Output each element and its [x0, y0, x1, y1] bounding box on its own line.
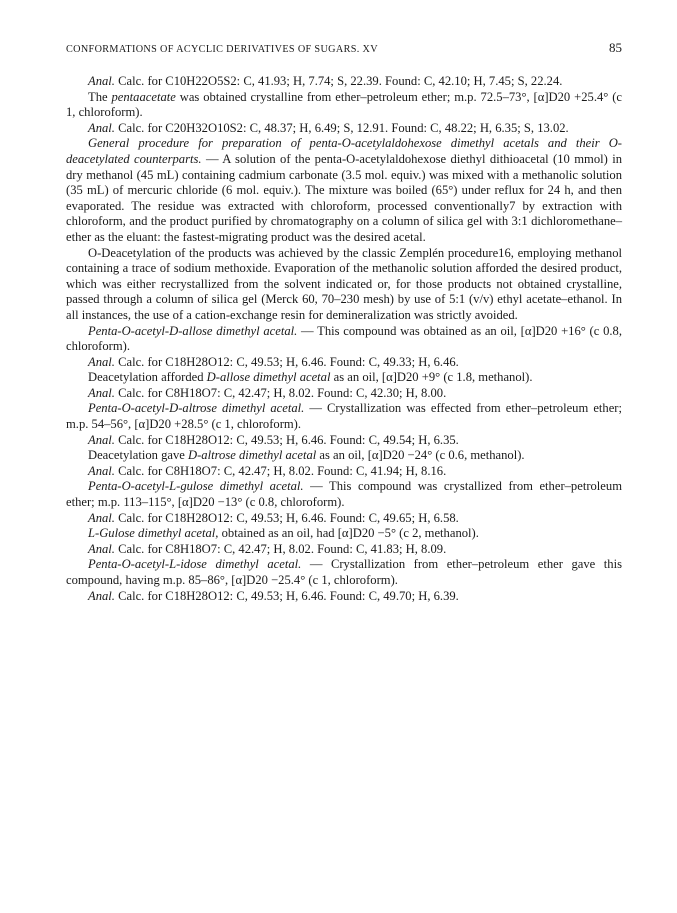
- analysis-paragraph: [66, 589, 622, 605]
- analysis-text: Calc. for C18H28O12: C, 49.53; H, 6.46. Found: C, 49.33; H, 6.46.: [118, 354, 459, 369]
- analysis-paragraph: [66, 355, 622, 371]
- paragraph-text: O-Deacetylation of the products was achieved by the classic Zemplén procedure16, employing methanol containing a trace of sodium methoxide. Evaporation of the methanolic solution afforded the desired product, which was either recrystallized from the solvent indicated or, for those products not obtained crystalline, passed through a column of silica gel (Merck 60, 70–230 mesh) by use of 5:1 (v/v) ethyl acetate–ethanol. In all instances, the use of a cation-exchange resin for demineralization was strictly avoided.: [66, 245, 622, 322]
- analysis-label: Anal.: [88, 74, 115, 88]
- compound-paragraph: [66, 90, 622, 121]
- procedure-paragraph: [66, 136, 622, 245]
- compound-name: pentaacetate: [111, 89, 176, 104]
- section-heading: General procedure for preparation of penta-O-acetylaldohexose dimethyl acetals and their O-deacetylated counterparts.: [66, 136, 622, 166]
- compound-paragraph: [66, 324, 622, 355]
- analysis-paragraph: [66, 464, 622, 480]
- analysis-label: Anal.: [88, 510, 115, 525]
- section-heading: Penta-O-acetyl-L-gulose dimethyl acetal.: [88, 479, 304, 494]
- analysis-paragraph: [66, 433, 622, 449]
- paragraph-text: — This compound was crystallized from ether–petroleum ether; m.p. 113–115°, [α]D20 −13° (c 0.8, chloroform).: [66, 479, 622, 510]
- analysis-label: Anal.: [88, 541, 115, 556]
- paragraph-text: — This compound was obtained as an oil, [α]D20 +16° (c 0.8, chloroform).: [66, 323, 622, 354]
- paragraph-text: — Crystallization was effected from ether–petroleum ether; m.p. 54–56°, [α]D20 +28.5° (c 1, chloroform).: [66, 401, 622, 432]
- compound-name: D-altrose dimethyl acetal: [188, 448, 317, 463]
- analysis-text: Calc. for C8H18O7: C, 42.47; H, 8.02. Found: C, 41.94; H, 8.16.: [118, 463, 447, 478]
- compound-paragraph: [66, 526, 622, 542]
- analysis-paragraph: [66, 542, 622, 558]
- paragraph-intro: Deacetylation gave: [88, 448, 185, 463]
- analysis-label: Anal.: [88, 385, 115, 400]
- analysis-text: Calc. for C18H28O12: C, 49.53; H, 6.46. Found: C, 49.70; H, 6.39.: [118, 588, 459, 603]
- analysis-text: Calc. for C8H18O7: C, 42.47; H, 8.02. Found: C, 42.30; H, 8.00.: [118, 385, 447, 400]
- section-heading: Penta-O-acetyl-L-idose dimethyl acetal.: [88, 557, 302, 572]
- running-title: CONFORMATIONS OF ACYCLIC DERIVATIVES OF SUGARS. XV: [66, 44, 378, 55]
- running-head: [66, 40, 622, 56]
- analysis-text: Calc. for C8H18O7: C, 42.47; H, 8.02. Found: C, 41.83; H, 8.09.: [118, 541, 447, 556]
- paragraph-text: obtained as an oil, had [α]D20 −5° (c 2, methanol).: [221, 526, 479, 541]
- analysis-label: Anal.: [88, 463, 115, 478]
- analysis-label: Anal.: [88, 354, 115, 369]
- paragraph-text: as an oil, [α]D20 +9° (c 1.8, methanol).: [333, 370, 533, 385]
- analysis-label: Anal.: [88, 588, 115, 603]
- paragraph-text: — Crystallization from ether–petroleum ether gave this compound, having m.p. 85–86°, [α]D20 −25.4° (c 1, chloroform).: [66, 557, 622, 587]
- journal-page: [66, 40, 622, 604]
- paragraph-intro: Deacetylation afforded: [88, 370, 204, 385]
- section-heading: Penta-O-acetyl-D-allose dimethyl acetal.: [88, 323, 298, 338]
- analysis-label: Anal.: [88, 432, 115, 447]
- analysis-paragraph: [66, 74, 622, 90]
- analysis-paragraph: [66, 511, 622, 527]
- analysis-label: Anal.: [88, 120, 115, 135]
- compound-paragraph: [66, 448, 622, 464]
- compound-name: D-allose dimethyl acetal: [206, 370, 331, 385]
- analysis-paragraph: [66, 121, 622, 137]
- page-number: 85: [609, 40, 622, 55]
- section-heading: Penta-O-acetyl-D-altrose dimethyl acetal.: [88, 401, 305, 416]
- deacetylation-paragraph: [66, 246, 622, 324]
- analysis-text: Calc. for C18H28O12: C, 49.53; H, 6.46. Found: C, 49.65; H, 6.58.: [118, 510, 459, 525]
- compound-name: L-Gulose dimethyl acetal,: [88, 526, 219, 541]
- compound-paragraph: [66, 401, 622, 432]
- paragraph-text: — A solution of the penta-O-acetylaldohexose diethyl dithioacetal (10 mmol) in dry methanol (45 mL) containing cadmium carbonate (3.5 mol. equiv.) was mixed with a methanolic solution (35 mL) of mercuric chloride (6 mol. equiv.). The mixture was boiled (65°) under reflux for 24 h, and then evaporated. The residue was extracted with chloroform, processed conventionally7 by extraction with chloroform, and the product purified by chromatography on a column of silica gel with 3:1 dichloromethane–ether as the eluant: the fastest-migrating product was the desired acetal.: [66, 151, 623, 244]
- analysis-text: Calc. for C18H28O12: C, 49.53; H, 6.46. Found: C, 49.54; H, 6.35.: [118, 432, 459, 447]
- paragraph-text: was obtained crystalline from ether–petroleum ether; m.p. 72.5–73°, [α]D20 +25.4° (c 1, chloroform).: [66, 89, 622, 120]
- analysis-text: Calc. for C10H22O5S2: C, 41.93; H, 7.74; S, 22.39. Found: C, 42.10; H, 7.45; S, 22.24.: [118, 74, 563, 88]
- analysis-paragraph: [66, 386, 622, 402]
- body-text: [66, 74, 622, 604]
- analysis-text: Calc. for C20H32O10S2: C, 48.37; H, 6.49; S, 12.91. Found: C, 48.22; H, 6.35; S, 13.02.: [118, 120, 569, 135]
- compound-paragraph: [66, 479, 622, 510]
- paragraph-intro: The: [88, 89, 108, 104]
- compound-paragraph: [66, 557, 622, 588]
- paragraph-text: as an oil, [α]D20 −24° (c 0.6, methanol).: [319, 448, 525, 463]
- compound-paragraph: [66, 370, 622, 386]
